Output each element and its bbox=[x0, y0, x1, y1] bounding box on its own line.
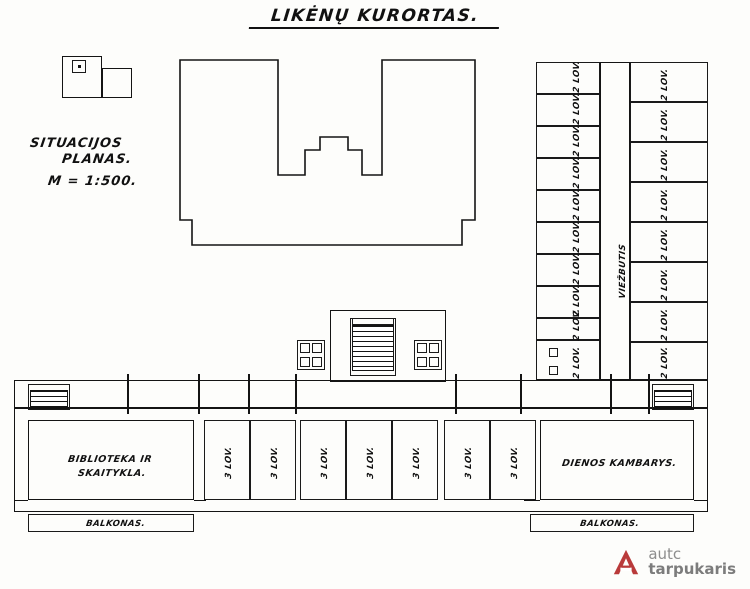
room-day-label: DIENOS KAMBARYS. bbox=[561, 458, 678, 469]
stair-flight bbox=[352, 325, 394, 371]
room-label: 2 LOV. bbox=[572, 251, 582, 286]
room-label: 2 LOV. bbox=[660, 267, 670, 302]
room-label: 2 LOV. bbox=[660, 187, 670, 222]
corridor-tick bbox=[520, 374, 522, 414]
fixture-wc bbox=[429, 357, 439, 367]
left-stair-flight bbox=[30, 390, 68, 408]
room-library-label-line1: BIBLIOTEKA IR bbox=[67, 454, 153, 465]
room-label: 2 LOV. bbox=[660, 147, 670, 182]
room-label: 2 LOV. bbox=[572, 91, 582, 126]
sheet-title: LIKĖNŲ KURORTAS. bbox=[249, 6, 501, 29]
room-label: 2 LOV. bbox=[660, 227, 670, 262]
bottom-wing-corridor bbox=[14, 380, 708, 408]
room-divider bbox=[536, 251, 600, 286]
corridor-label: VIEŽBUTIS bbox=[618, 243, 628, 300]
balcony-left-label: BALKONAS. bbox=[85, 519, 146, 529]
room-label: 2 LOV. bbox=[572, 187, 582, 222]
fixture-wc bbox=[417, 357, 427, 367]
right-stair-flight bbox=[654, 390, 692, 408]
wall-segment bbox=[694, 500, 708, 501]
room-bed-label: 3 LOV. bbox=[464, 445, 474, 480]
room-bed-label: 3 LOV. bbox=[510, 445, 520, 480]
fixture-wc bbox=[429, 343, 439, 353]
room-divider bbox=[536, 219, 600, 254]
watermark-line1: autc bbox=[648, 545, 682, 563]
room-bed-label: 3 LOV. bbox=[320, 445, 330, 480]
room-label: 2 LOV. bbox=[572, 283, 582, 318]
room-divider bbox=[536, 187, 600, 222]
room-divider bbox=[536, 318, 600, 340]
fixture-wc bbox=[549, 366, 558, 375]
corridor-tick bbox=[610, 374, 612, 414]
room-label: 2 LOV. bbox=[572, 123, 582, 158]
balcony-right-label: BALKONAS. bbox=[579, 519, 640, 529]
situation-plan-scale: M = 1:500. bbox=[46, 174, 139, 189]
watermark bbox=[611, 547, 736, 577]
situation-plan-footprint bbox=[170, 55, 490, 250]
corridor-tick bbox=[127, 374, 129, 414]
room-divider bbox=[536, 123, 600, 158]
watermark-logo-icon bbox=[611, 547, 641, 577]
wall-segment bbox=[14, 500, 28, 501]
room-label: 2 LOV. bbox=[660, 345, 670, 380]
corridor-tick bbox=[198, 374, 200, 414]
room-label: 2 LOV. bbox=[660, 107, 670, 142]
situation-plan-annex bbox=[102, 68, 132, 98]
room-divider bbox=[536, 283, 600, 318]
room-label: 2 LOV. bbox=[572, 345, 582, 380]
fixture-wc bbox=[312, 357, 322, 367]
corridor-tick bbox=[455, 374, 457, 414]
room-divider bbox=[536, 91, 600, 126]
situation-plan-caption-line1: SITUACIJOS bbox=[28, 136, 124, 151]
fixture-wc bbox=[549, 348, 558, 357]
fixture-wc bbox=[417, 343, 427, 353]
room-bed-label: 3 LOV. bbox=[270, 445, 280, 480]
situation-plan-caption-line2: PLANAS. bbox=[60, 152, 134, 167]
room-label: 2 LOV. bbox=[660, 307, 670, 342]
stair-landing bbox=[352, 318, 394, 325]
corridor-tick bbox=[648, 374, 650, 414]
room-divider bbox=[536, 340, 600, 380]
room-divider bbox=[536, 59, 600, 94]
room-bed-label: 3 LOV. bbox=[412, 445, 422, 480]
room-label: 2 LOV. bbox=[572, 307, 582, 342]
wall-segment bbox=[194, 500, 206, 501]
fixture-wc bbox=[300, 357, 310, 367]
room-label: 2 LOV. bbox=[660, 67, 670, 102]
corridor-strip bbox=[600, 62, 630, 380]
room-divider bbox=[536, 155, 600, 190]
situation-plan-marker-dot bbox=[78, 65, 81, 68]
room-bed-label: 3 LOV. bbox=[366, 445, 376, 480]
room-library-label-line2: SKAITYKLA. bbox=[77, 468, 147, 479]
room-label: 2 LOV. bbox=[572, 219, 582, 254]
corridor-tick bbox=[295, 374, 297, 414]
room-label: 2 LOV. bbox=[572, 155, 582, 190]
room-label: 2 LOV. bbox=[572, 59, 582, 94]
fixture-wc bbox=[312, 343, 322, 353]
room-bed-label: 3 LOV. bbox=[224, 445, 234, 480]
corridor-tick bbox=[248, 374, 250, 414]
wall-segment bbox=[524, 500, 540, 501]
fixture-wc bbox=[300, 343, 310, 353]
watermark-line2: tarpukaris bbox=[648, 560, 736, 578]
